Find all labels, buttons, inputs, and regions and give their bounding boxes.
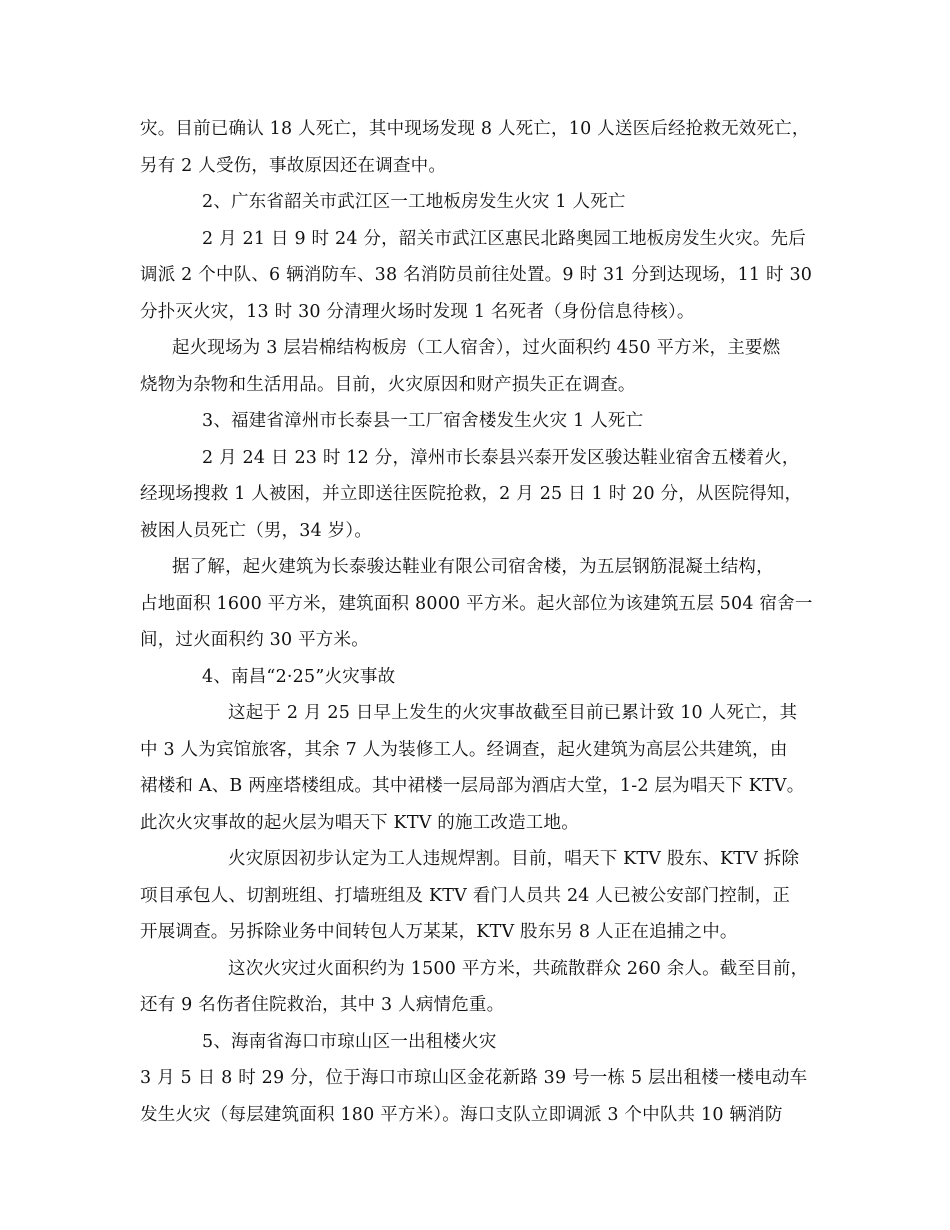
section-heading: 2、广东省韶关市武江区一工地板房发生火灾 1 人死亡 [202, 192, 626, 212]
paragraph-line: 烧物为杂物和生活用品。目前，火灾原因和财产损失正在调查。 [140, 374, 636, 395]
paragraph-line: 另有 2 人受伤，事故原因还在调查中。 [140, 155, 447, 176]
paragraph-line: 此次火灾事故的起火层为唱天下 KTV 的施工改造工地。 [140, 812, 579, 833]
paragraph-line: 2 月 21 日 9 时 24 分，韶关市武江区惠民北路奥园工地板房发生火灾。先后 [202, 228, 806, 249]
paragraph-line: 裙楼和 A、B 两座塔楼组成。其中裙楼一层局部为酒店大堂，1-2 层为唱天下 KTV。 [140, 776, 805, 796]
paragraph-line: 调派 2 个中队、6 辆消防车、38 名消防员前往处置。9 时 31 分到达现场，11 时 30 [140, 265, 813, 285]
paragraph-line: 发生火灾（每层建筑面积 180 平方米）。海口支队立即调派 3 个中队共 10 辆消防 [140, 1104, 783, 1125]
paragraph-line: 被困人员死亡（男，34 岁）。 [140, 520, 373, 541]
paragraph-line: 据了解，起火建筑为长泰骏达鞋业有限公司宿舍楼，为五层钢筋混凝土结构， [172, 557, 774, 577]
section-heading: 5、海南省海口市琼山区一出租楼火灾 [202, 1031, 497, 1052]
paragraph-line: 还有 9 名伤者住院救治，其中 3 人病情危重。 [140, 995, 505, 1015]
paragraph-line: 分扑灭火灾，13 时 30 分清理火场时发现 1 名死者（身份信息待核）。 [140, 301, 695, 322]
paragraph-line: 这次火灾过火面积约为 1500 平方米，共疏散群众 260 余人。截至目前， [228, 958, 809, 979]
paragraph-line: 2 月 24 日 23 时 12 分，漳州市长泰县兴泰开发区骏达鞋业宿舍五楼着火， [202, 447, 800, 468]
paragraph-line: 项目承包人、切割班组、打墙班组及 KTV 看门人员共 24 人已被公安部门控制，正 [140, 885, 791, 906]
paragraph-line: 占地面积 1600 平方米，建筑面积 8000 平方米。起火部位为该建筑五层 504 宿舍一 [140, 593, 813, 614]
paragraph-line: 火灾原因初步认定为工人违规焊割。目前，唱天下 KTV 股东、KTV 拆除 [228, 849, 800, 869]
paragraph-line: 中 3 人为宾馆旅客，其余 7 人为装修工人。经调查，起火建筑为高层公共建筑，由 [140, 739, 788, 760]
paragraph-line: 间，过火面积约 30 平方米。 [140, 630, 369, 650]
paragraph-line: 起火现场为 3 层岩棉结构板房（工人宿舍），过火面积约 450 平方米，主要燃 [172, 338, 781, 358]
paragraph-line: 这起于 2 月 25 日早上发生的火灾事故截至目前已累计致 10 人死亡，其 [228, 703, 798, 723]
section-heading: 4、南昌“2·25”火灾事故 [202, 666, 396, 687]
paragraph-line: 灾。目前已确认 18 人死亡，其中现场发现 8 人死亡，10 人送医后经抢救无效死亡， [140, 119, 810, 139]
paragraph-line: 3 月 5 日 8 时 29 分，位于海口市琼山区金花新路 39 号一栋 5 层出租楼一楼电动车 [140, 1068, 808, 1088]
paragraph-line: 经现场搜救 1 人被困，并立即送往医院抢救，2 月 25 日 1 时 20 分，从医院得知， [140, 484, 803, 504]
document-body [140, 111, 830, 1133]
paragraph-line: 开展调查。另拆除业务中间转包人万某某，KTV 股东另 8 人正在追捕之中。 [140, 922, 738, 942]
section-heading: 3、福建省漳州市长泰县一工厂宿舍楼发生火灾 1 人死亡 [202, 411, 644, 431]
